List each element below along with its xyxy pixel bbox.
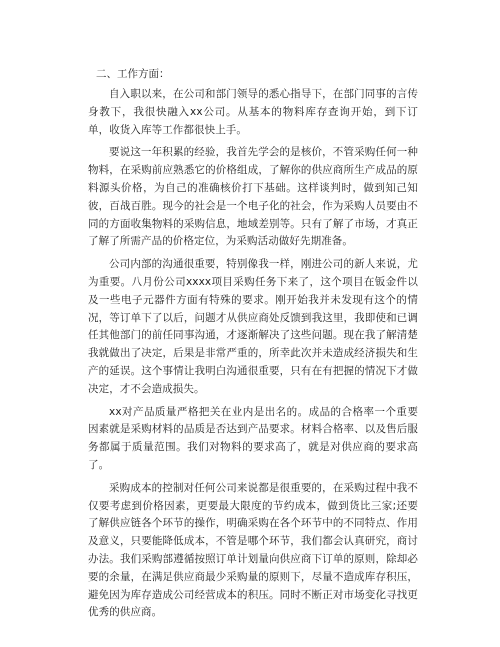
document-body [88, 66, 418, 627]
paragraph-cost-control: 采购成本的控制对任何公司来说都是很重要的，在采购过程中我不仅要考虑到价格因素，更要最大限度的节约成本，做到货比三家;还要了解供应链各个环节的操作，明确采购在各个环节中的不同特点、作用及意义，只要能降低成本，不管是哪个环节，我们都会认真研究，商讨办法。我们采购部遵循按照订单计划量向供应商下订单的原则，除却必要的余量，在满足供应商最少采购量的原则下，尽量不造成库存积压，避免因为库存造成公司经营成本的积压。同时不断正对市场变化寻找更优秀的供应商。 [88, 481, 418, 619]
paragraph-communication: 公司内部的沟通很重要，特别像我一样，刚进公司的新人来说，尤为重要。八月份公司xxxx项目采购任务下来了，这个项目在钣金件以及一些电子元器件方面有特殊的要求。刚开始我并未发现有这个的情况，等订单下了以后，问题才从供应商处反馈到我这里，我即使和已调任其他部门的前任同事沟通，才逐渐解决了这些问题。现在我了解清楚我就做出了决定，后果是非常严重的，所幸此次并未造成经济损失和生产的延误。这个事情让我明白沟通很重要，只有在有把握的情况下才做决定，才不会造成损失。 [88, 258, 418, 395]
paragraph-quality: xx对产品质量严格把关在业内是出名的。成品的合格率一个重要因素就是采购材料的品质是否达到产品要求。材料合格率、以及售后服务都属于质量范围。我们对物料的要求高了，就是对供应商的要求高了。 [88, 405, 418, 471]
section-heading: 二、工作方面： [96, 68, 170, 80]
paragraph-onboarding: 自入职以来，在公司和部门领导的悉心指导下，在部门同事的言传身教下，我很快融入xx公司。从基本的物料库存查询开始，到下订单，收货入库等工作都很快上手。 [88, 88, 418, 136]
paragraph-pricing: 要说这一年积累的经验，我首先学会的是核价，不管采购任何一种物料，在采购前应熟悉它的价格组成，了解你的供应商所生产成品的原料源头价格，为自己的准确核价打下基础。这样谈判时，做到知己知彼，百战百胜。现今的社会是一个电子化的社会，作为采购人员要由不同的方面收集物料的采购信息，地域差别等。只有了解了市场，才真正了解了所需产品的价格定位，为采购活动做好先期准备。 [88, 146, 418, 248]
